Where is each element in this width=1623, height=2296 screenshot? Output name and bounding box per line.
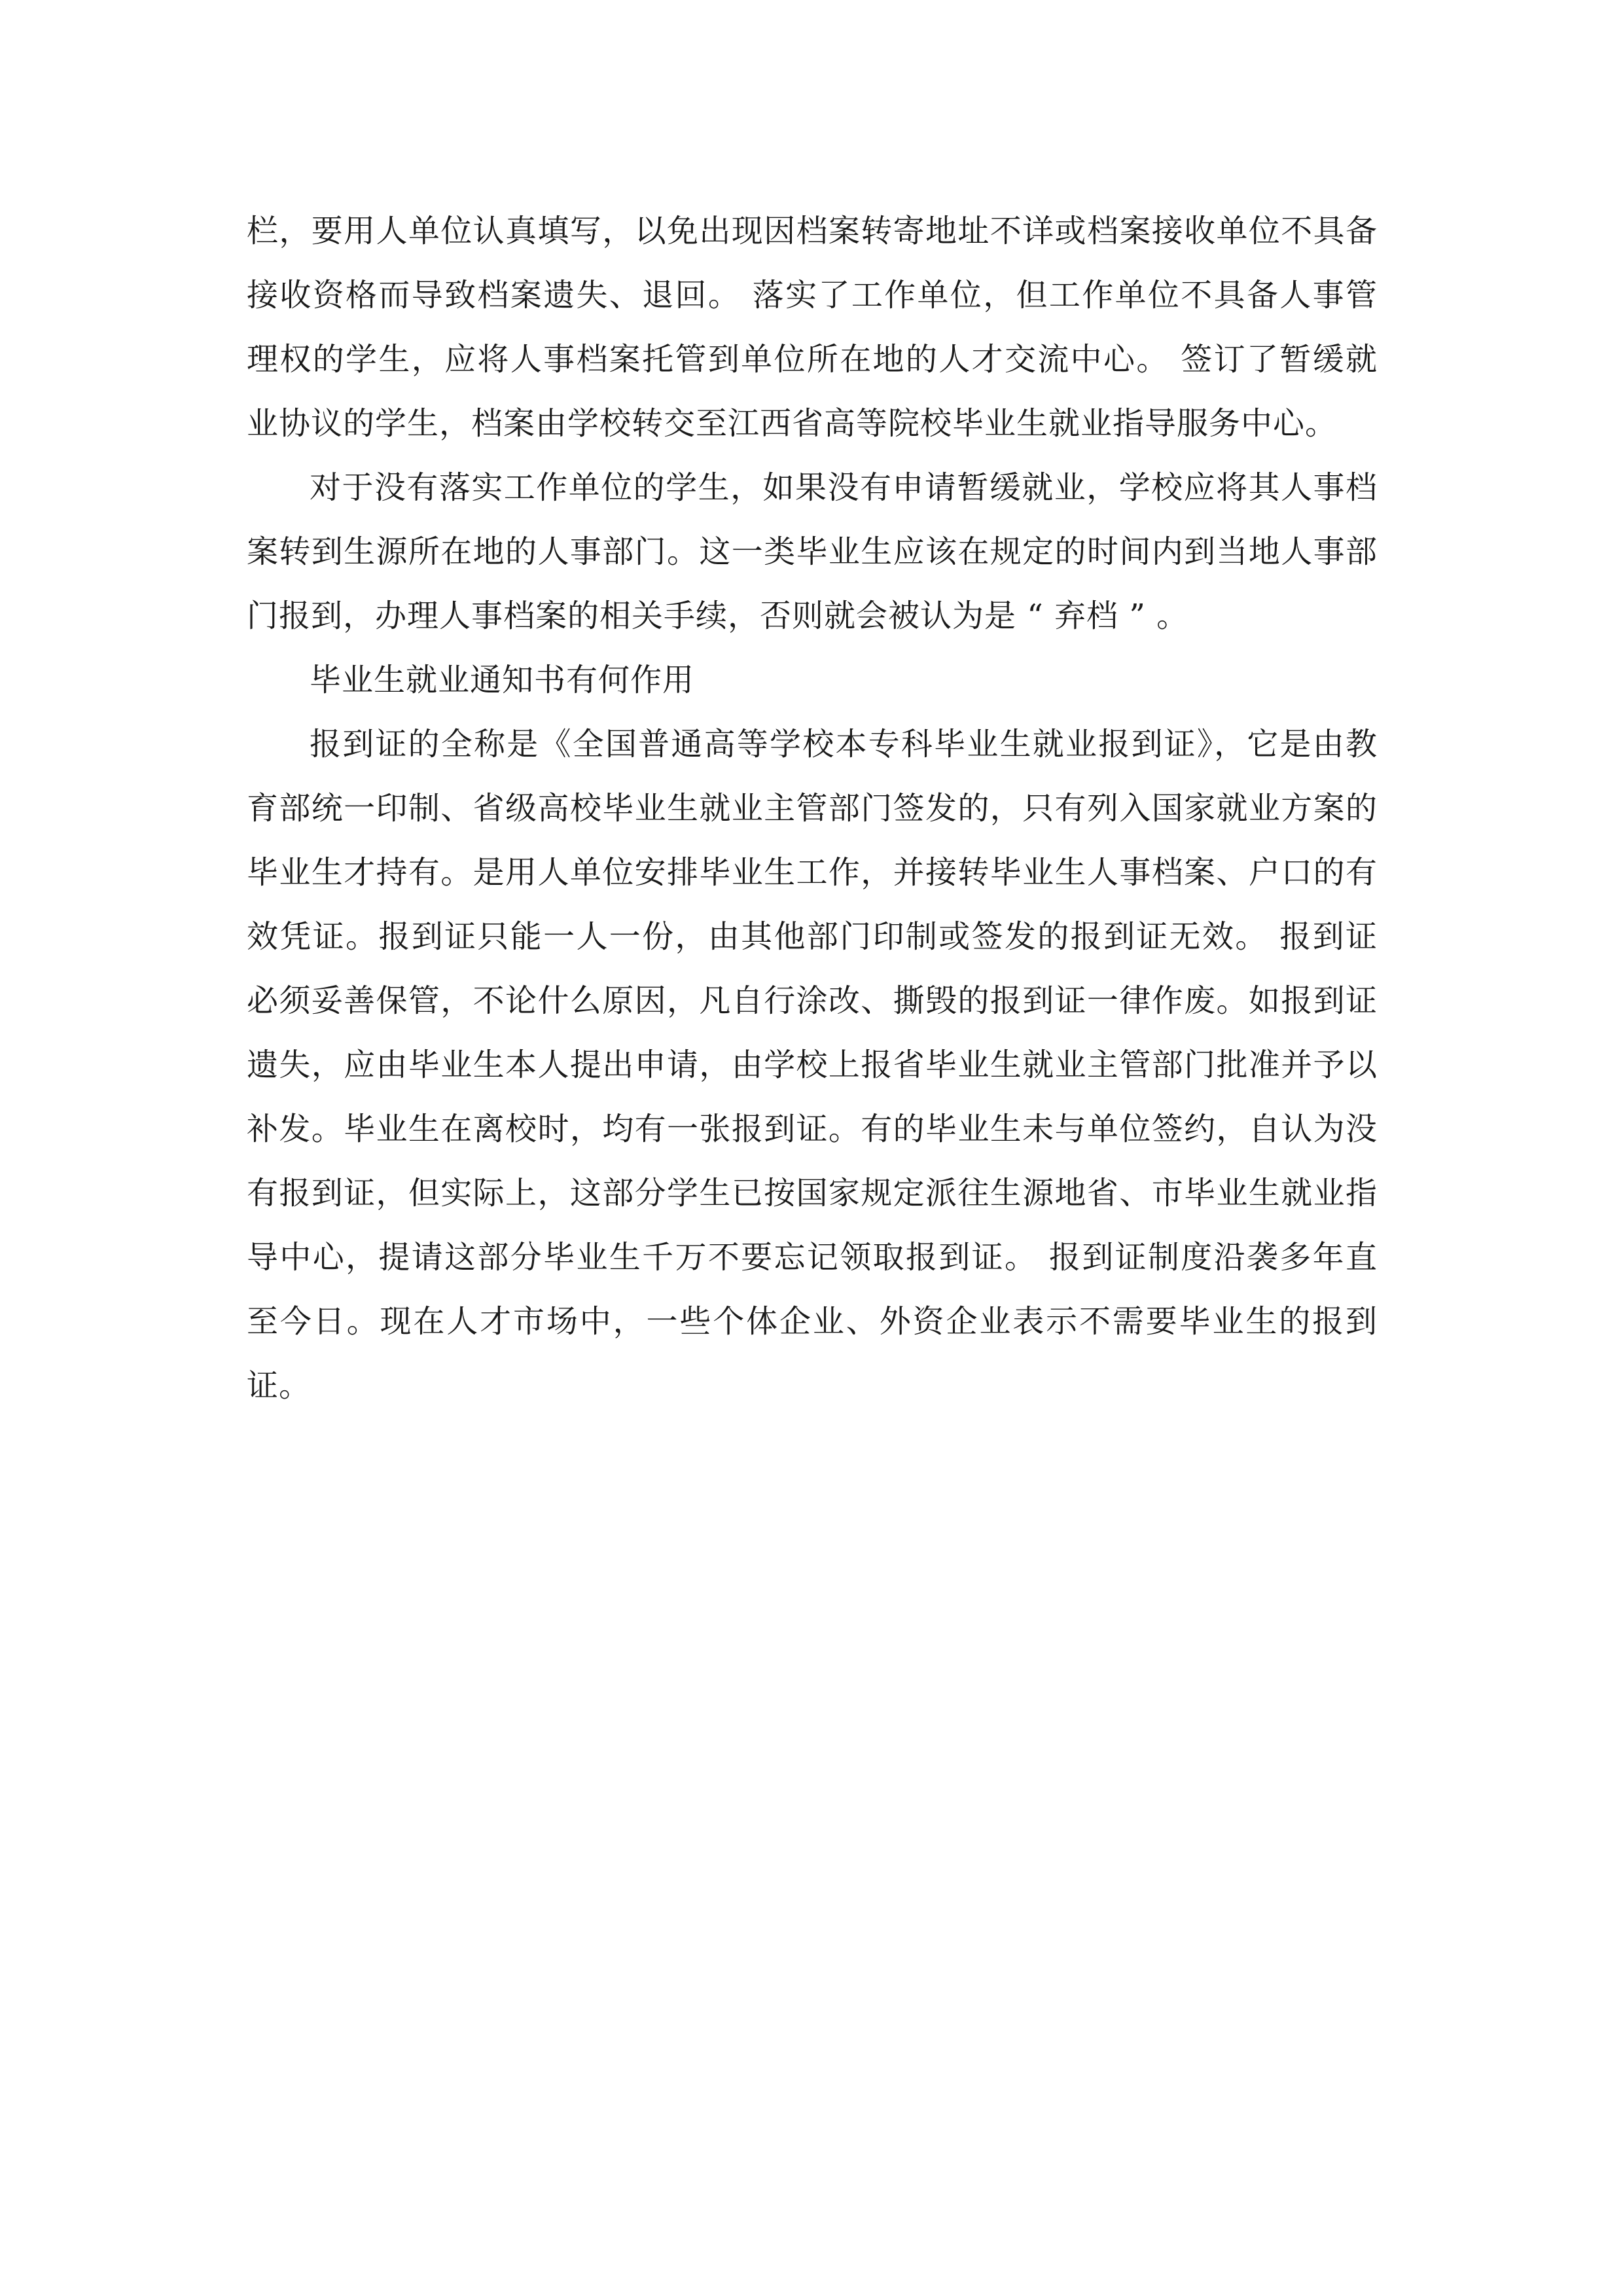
- paragraph-continuation: 栏，要用人单位认真填写，以免出现因档案转寄地址不详或档案接收单位不具备接收资格而导致档案遗失、退回。 落实了工作单位，但工作单位不具备人事管理权的学生，应将人事档案托管到单位所在地的人才交流中心。 签订了暂缓就业协议的学生，档案由学校转交至江西省高等院校毕业生就业指导服务中心。: [247, 213, 1378, 442]
- section-heading: 毕业生就业通知书有何作用: [310, 662, 695, 698]
- document-body: [247, 199, 1378, 1418]
- paragraph-unassigned-students: 对于没有落实工作单位的学生，如果没有申请暂缓就业，学校应将其人事档案转到生源所在地的人事部门。这一类毕业生应该在规定的时间内到当地人事部门报到，办理人事档案的相关手续，否则就会被认为是 “ 弃档 ” 。: [247, 469, 1378, 634]
- paragraph-report-certificate: 报到证的全称是《全国普通高等学校本专科毕业生就业报到证》，它是由教育部统一印制、省级高校毕业生就业主管部门签发的，只有列入国家就业方案的毕业生才持有。是用人单位安排毕业生工作，并接转毕业生人事档案、户口的有效凭证。报到证只能一人一份，由其他部门印制或签发的报到证无效。 报到证必须妥善保管，不论什么原因，凡自行涂改、撕毁的报到证一律作废。如报到证遗失，应由毕业生本人提出申请，由学校上报省毕业生就业主管部门批准并予以补发。毕业生在离校时，均有一张报到证。有的毕业生未与单位签约，自认为没有报到证，但实际上，这部分学生已按国家规定派往生源地省、市毕业生就业指导中心，提请这部分毕业生千万不要忘记领取报到证。 报到证制度沿袭多年直至今日。现在人才市场中，一些个体企业、外资企业表示不需要毕业生的报到证。: [247, 726, 1378, 1404]
